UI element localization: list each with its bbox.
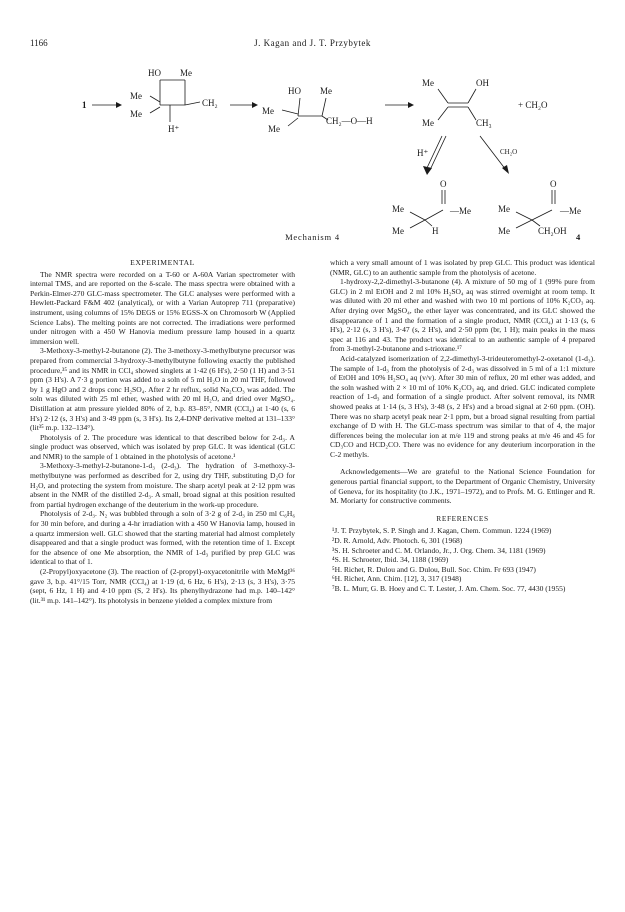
page-number: 1166 <box>30 38 48 48</box>
paragraph: 3-Methoxy-3-methyl-2-butanone-1-d₃ (2-d₃). The hydration of 3-methoxy-3-methylbutyne was performed as described for 2, using dry THF, substituting D₂O for H₂O, and protecting the system from moisture. The sharp acetyl peak at 2·12 ppm was absent in the NMR of the distilled 2-d₃. A small, broad signal at this position resulted from partial hydrogen exchange of the deuterium in the work-up procedure. <box>30 461 295 509</box>
reference-item: ¹J. T. Przybytek, S. P. Singh and J. Kagan, Chem. Commun. 1224 (1969) <box>332 526 552 536</box>
e-me2-label: Me <box>498 226 510 236</box>
a-ho-label: HO <box>148 68 161 78</box>
reference-item: ⁷B. L. Murr, G. B. Hoey and C. T. Lester, J. Am. Chem. Soc. 77, 4430 (1955) <box>332 584 566 593</box>
mechanism-scheme <box>30 62 595 247</box>
arrowhead-2 <box>252 102 258 108</box>
arrowhead-3 <box>408 102 414 108</box>
compound-number-1: 1 <box>82 100 87 110</box>
mechanism-title: Mechanism 4 <box>285 232 340 242</box>
arrowhead-down-left <box>423 166 432 175</box>
a-me2-label: Me <box>130 109 142 119</box>
arrow-down-left-2 <box>430 136 446 170</box>
a-me1-label: Me <box>130 91 142 101</box>
b-ho-label: HO <box>288 86 301 96</box>
paragraph: 3-Methoxy-3-methyl-2-butanone (2). The 3-methoxy-3-methylbutyne precursor was prepared from commercial 3-hydroxy-3-methylbutyne following exactly the published procedure,³⁵ and its NMR in CCl₄ showed singlets at 1·42 (6 H's), 2·50 (1 H) and 3·51 ppm (3 H's). A 7·3 g portion was added to a soln of 5 ml H₂O in 20 ml THF, followed by 1 g HgO and 2 drops conc H₂SO₄. After 2 hr reflux, solid Na₂CO₃ was added. The soln was diluted with 25 ml ether, washed with 20 ml H₂O, and dried over MgSO₄. Distillation at atm pressure yielded 80% of 2, b.p. 83–85°, NMR (CCl₄) at 1·40 (s, 6 H's) 2·12 (s, 3 H's) and 3·49 ppm (s, 3 H's). Its 2,4-DNP derivative melted at 131–133° (lit³⁵ m.p. 132–134°). <box>30 346 295 433</box>
d-me1-label: Me <box>392 204 404 214</box>
arrow-down-left <box>426 136 442 170</box>
b-ch2oh-label: CH₂—O—H <box>326 116 373 126</box>
byproduct-formaldehyde: + CH₂O <box>518 100 548 110</box>
b-me-top-label: Me <box>320 86 332 96</box>
d-me2-label: Me <box>392 226 404 236</box>
paragraph: (2-Propyl)oxyacetone (3). The reaction of (2-propyl)-oxyacetonitrile with MeMgI³⁶ gave 3, b.p. 41°/15 Torr, NMR (CCl₄) at 1·19 (d, 6 Hz, 6 H's), 2·13 (s, 3 H's), 3·75 (sept, 6 Hz, 1 H) and 4·10 ppm (S, 2 H's). Its phenylhydrazone had m.p. 140–142° (lit.³¹ m.p. 141–142°). Its photolysis in benzene yielded a complex mixture from <box>30 567 295 605</box>
a-bonds <box>150 80 200 122</box>
reference-item: ⁴S. H. Schroeter, Ibid. 34, 1188 (1969) <box>332 555 449 565</box>
paragraph: Photolysis of 2. The procedure was identical to that described below for 2-d₃. A single product was observed, which was isolated by prep GLC. It was identical (GLC and NMR) to the sample of 1 obtained in the photolysis of acetone.¹ <box>30 432 295 461</box>
c-me2-label: Me <box>422 118 434 128</box>
d-h-label: H <box>432 226 439 236</box>
c-bonds <box>438 89 476 120</box>
ch2o-label: CH₂O <box>500 148 518 156</box>
c-oh-label: OH <box>476 78 489 88</box>
e-ch2oh-label: CH₂OH <box>538 226 567 236</box>
reference-item: ⁶H. Richet, Ann. Chim. [12], 3, 317 (1948) <box>332 574 462 584</box>
running-head: J. Kagan and J. T. Przybytek <box>254 38 371 48</box>
e-bonds <box>516 190 555 228</box>
reference-item: ⁵H. Richet, R. Dulou and G. Dulou, Bull. Soc. Chim. Fr 693 (1947) <box>332 564 536 574</box>
c-me1-label: Me <box>422 78 434 88</box>
reference-item: ³S. H. Schroeter and C. M. Orlando, Jr., J. Org. Chem. 34, 1181 (1969) <box>332 545 546 555</box>
b-me1-label: Me <box>262 106 274 116</box>
left-column <box>30 258 295 605</box>
product-number: 4 <box>576 232 581 242</box>
arrowhead-1 <box>116 102 122 108</box>
b-me2-label: Me <box>268 124 280 134</box>
paragraph: The NMR spectra were recorded on a T-60 or A-60A Varian spectrometer with internal TMS, and are reported on the δ-scale. The mass spectra were obtained with a Perkin-Elmer-270 GLC-mass spectrometer. The GLC analyses were performed with a Hewlett-Packard F&M 402 (analytical), or with a Varian Autoprep 711 (preparative) instrument, using columns of 15% DEGS or 15% EGSS-X on Chromosorb W (Applied Science Labs). The melting points are not corrected. The irradiations were performed under nitrogen with a 450 W Hanovia medium pressure lamp housed in a quartz immersion well. <box>30 269 295 346</box>
e-me1-label: Me <box>498 204 510 214</box>
d-me3-label: —Me <box>450 206 471 216</box>
section-title: EXPERIMENTAL <box>130 258 195 267</box>
reference-item: ²D. R. Arnold, Adv. Photoch. 6, 301 (1968) <box>332 536 463 546</box>
acknowledgements: Acknowledgements—We are grateful to the National Science Foundation for generous partial financial support, to the Department of Organic Chemistry, University of Geneva, for its hospitality (to J.K., 1971–1972), and to Profs. M. G. Ettlinger and R. M. Moriarty for constructive comments. <box>330 467 595 506</box>
b-bonds <box>282 98 328 126</box>
right-column <box>330 258 595 594</box>
page-header <box>30 38 595 52</box>
paragraph: Photolysis of 2-d₃. N₂ was bubbled through a soln of 3·2 g of 2-d₃ in 250 ml C₆H₆ for 30 min before, and during a 4-hr irradiation with a 450 W Hanovia lamp, housed in a quartz immersion well. GLC showed that the starting material had almost completely disappeared and that a single product was formed, with the retention time of 1. Except for the absence of one Me absorption, the NMR of 1-d₃ purified by prep GLC was identical to that of 1. <box>30 509 295 567</box>
e-me3-label: —Me <box>560 206 581 216</box>
d-o-label: O <box>440 179 447 189</box>
paragraph: Acid-catalyzed isomerization of 2,2-dimethyl-3-trideuteromethyl-2-oxetanol (1-d₃). The sample of 1-d₃ from the photolysis of 2-d₃ was dissolved in 5 ml of a 1:1 mixture of EtOH and 10% H₂SO₄ aq (v/v). After 30 min of reflux, 20 ml ether was added, and the soln washed with 2 × 10 ml of 10% K₂CO₃ aq, and dried. GLC indicated complete reaction of 1-d₃ and formation of a single product. After solvent removal, its NMR showed peaks at 1·14 (s, 3 H's), 3·48 (s, 2 H's) and a broad signal at 2·60 ppm. (OH). There was no sharp acetyl peak near 2·1 ppm, but a broad signal resulting from partial exchange of D with H. The GLC-mass spectrum was similar to that of 4, the major differences being the molecular ion at m/e 119 and strong peaks at m/e 46 and 45 for CD₃CO and HCD₂CO. There was no evidence for any deuterium incorporation in the C-2 methyls. <box>330 353 595 459</box>
a-me-top-label: Me <box>180 68 192 78</box>
d-bonds <box>410 190 445 228</box>
a-h-label: H⁺ <box>168 124 180 134</box>
paragraph: which a very small amount of 1 was isolated by prep GLC. This product was identical (NMR, GLC) to an authentic sample from the photolysis of acetone. <box>330 258 595 277</box>
a-ch2-label: CH₂ <box>202 98 218 108</box>
c-ch3-label: CH₃ <box>476 118 492 128</box>
paragraph: 1-hydroxy-2,2-dimethyl-3-butanone (4). A mixture of 50 mg of 1 (99% pure from GLC) in 2 ml EtOH and 2 ml 10% H₂SO₄ aq was stirred overnight at room temp. It was diluted with 20 ml ether and washed with two 10 ml portions of 10% K₂CO₃ aq. After drying over MgSO₄, the ether layer was concentrated, and its GLC showed the disappearance of 1 and the formation of a single product, NMR (CCl₄) at 1·13 (s, 6 H's), 2·12 (s, 3 H's), 3·47 (s, 2 H's), and 2·50 ppm (br, 1 H); main peaks in the mass spec at 116 and 43. The product was identical to an authentic sample of 4 prepared from 3-methyl-2-butanone and s-trioxane.¹⁷ <box>330 277 595 354</box>
e-o-label: O <box>550 179 557 189</box>
h-plus-label: H⁺ <box>417 148 429 158</box>
references-title: REFERENCES <box>436 513 489 523</box>
